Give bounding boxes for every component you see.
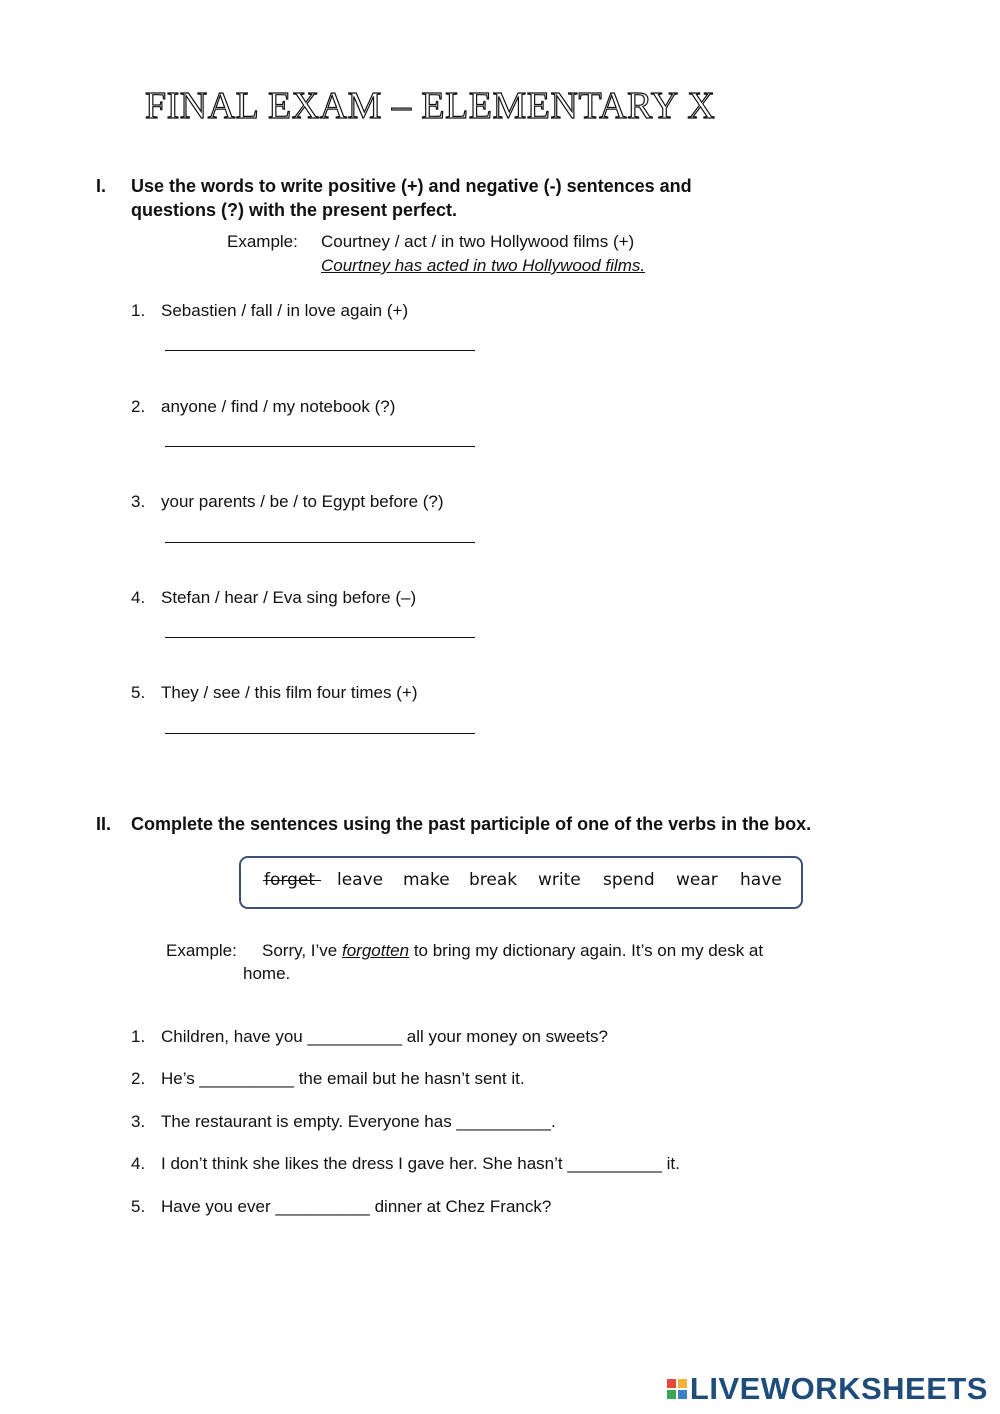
example-2-sentence [262, 939, 763, 963]
example-2-before: Sorry, I’ve [262, 941, 342, 960]
s2-item-text: He’s __________ the email but he hasn’t sent it. [161, 1069, 525, 1088]
verb-item: have [740, 870, 782, 890]
example-2-line2: home. [243, 964, 291, 983]
section-2-number: II. [96, 814, 112, 834]
verb-item [264, 870, 315, 890]
s2-item-text: The restaurant is empty. Everyone has __________. [161, 1112, 556, 1131]
s2-item-text: Children, have you __________ all your money on sweets? [161, 1027, 609, 1046]
verb-item: spend [603, 870, 655, 890]
s2-item-num: 4. [131, 1154, 146, 1173]
verb-item: make [403, 870, 450, 890]
section-1-instruction [131, 174, 692, 222]
answer-line[interactable] [165, 733, 475, 734]
s1-item-num: 2. [131, 397, 146, 416]
example-label: Example: [227, 232, 298, 251]
s2-item-text: I don’t think she likes the dress I gave her. She hasn’t __________ it. [161, 1154, 680, 1173]
s1-item-num: 4. [131, 588, 146, 607]
page-title: FINAL EXAM – ELEMENTARY X [145, 85, 716, 127]
s1-item-text: your parents / be / to Egypt before (?) [161, 492, 444, 511]
s2-item-num: 1. [131, 1027, 146, 1046]
logo-icon [667, 1379, 687, 1399]
example-answer: Courtney has acted in two Hollywood films. [321, 256, 646, 275]
example-2-label: Example: [166, 941, 237, 960]
s1-item-text: Stefan / hear / Eva sing before (–) [161, 588, 417, 607]
s1-item-num: 3. [131, 492, 146, 511]
logo-square [667, 1379, 676, 1388]
s1-item-num: 5. [131, 683, 146, 702]
verb-item: leave [337, 870, 384, 890]
s2-item-text: Have you ever __________ dinner at Chez Franck? [161, 1197, 552, 1216]
s1-item-num: 1. [131, 301, 146, 320]
s2-item-num: 3. [131, 1112, 146, 1131]
s2-item-num: 2. [131, 1069, 146, 1088]
logo-square [678, 1390, 687, 1399]
answer-line[interactable] [165, 542, 475, 543]
answer-line[interactable] [165, 446, 475, 447]
verb-box [239, 856, 803, 909]
section-2-instruction: Complete the sentences using the past participle of one of the verbs in the box. [131, 814, 812, 834]
section-1-instruction-line1: Use the words to write positive (+) and negative (-) sentences and [131, 176, 692, 196]
logo-text: LIVEWORKSHEETS [689, 1371, 988, 1406]
example-2-after: to bring my dictionary again. It’s on my desk at [409, 941, 764, 960]
example-prompt: Courtney / act / in two Hollywood films (+) [321, 232, 635, 251]
logo-square [678, 1379, 687, 1388]
verb-item: break [469, 870, 518, 890]
example-2-word: forgotten [341, 941, 410, 960]
answer-line[interactable] [165, 350, 475, 351]
answer-line[interactable] [165, 637, 475, 638]
s2-item-num: 5. [131, 1197, 146, 1216]
liveworksheets-logo[interactable] [667, 1371, 988, 1407]
verb-struck: forget [264, 870, 315, 890]
logo-square [667, 1390, 676, 1399]
s1-item-text: They / see / this film four times (+) [161, 683, 418, 702]
section-1-number: I. [96, 176, 107, 196]
verb-item: write [538, 870, 581, 890]
verb-item: wear [676, 870, 718, 890]
section-1-instruction-line2: questions (?) with the present perfect. [131, 200, 458, 220]
s1-item-text: anyone / find / my notebook (?) [161, 397, 396, 416]
s1-item-text: Sebastien / fall / in love again (+) [161, 301, 409, 320]
